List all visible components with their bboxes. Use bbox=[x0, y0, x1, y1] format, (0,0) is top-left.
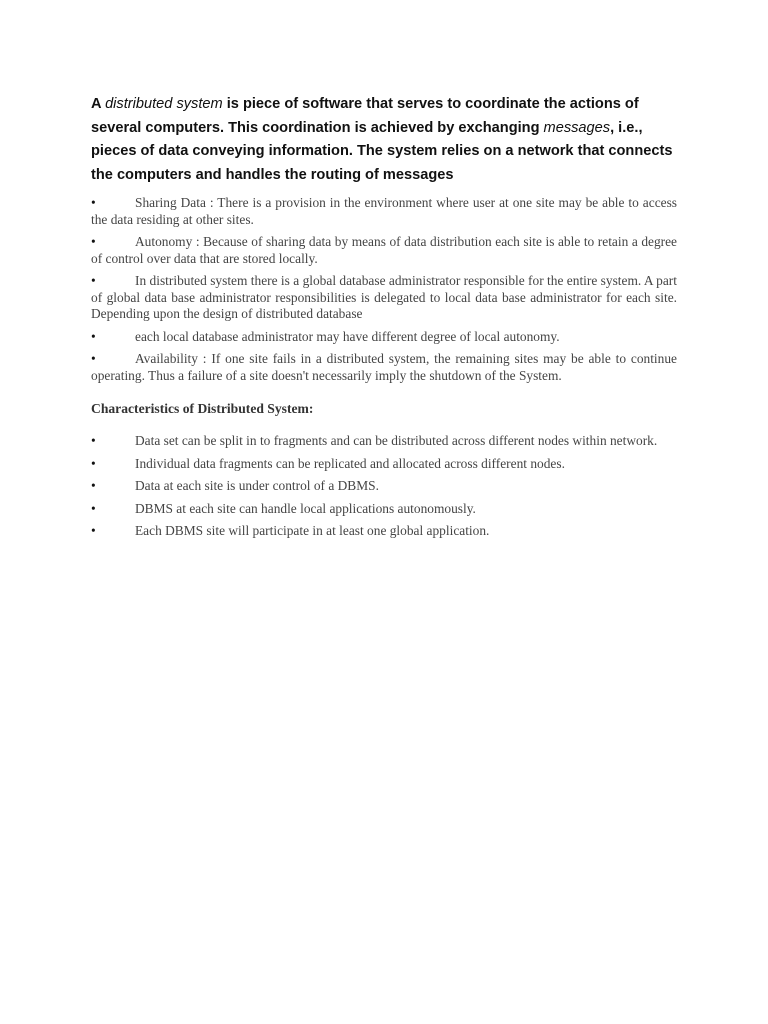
intro-paragraph bbox=[91, 93, 677, 187]
features-list bbox=[91, 195, 677, 384]
bullet-icon: • bbox=[91, 523, 96, 538]
intro-term-messages: messages bbox=[543, 119, 611, 136]
list-item bbox=[91, 234, 677, 267]
list-item bbox=[91, 523, 677, 540]
document-page bbox=[91, 93, 677, 546]
list-item bbox=[91, 456, 677, 473]
list-item bbox=[91, 478, 677, 495]
list-item bbox=[91, 501, 677, 518]
list-item bbox=[91, 329, 677, 346]
section-heading: Characteristics of Distributed System: bbox=[91, 401, 314, 416]
bullet-icon: • bbox=[91, 500, 96, 516]
list-item-text: each local database administrator may have different degree of local autonomy. bbox=[135, 328, 560, 344]
list-item-text: DBMS at each site can handle local applications autonomously. bbox=[135, 500, 476, 516]
intro-term-distributed-system: distributed system bbox=[105, 96, 223, 112]
list-item-text: In distributed system there is a global database administrator responsible for the entire system. A part of global data base administrator responsibilities is delegated to local data base administrator for each site. Depending upon the design of distributed database bbox=[91, 273, 677, 321]
list-item-text: Data set can be split in to fragments and can be distributed across different nodes within network. bbox=[135, 433, 658, 448]
list-item-text: Each DBMS site will participate in at least one global application. bbox=[135, 523, 490, 538]
list-item-text: Sharing Data : There is a provision in the environment where user at one site may be able to access the data residing at other sites. bbox=[91, 195, 677, 227]
list-item bbox=[91, 351, 677, 384]
list-item bbox=[91, 273, 677, 323]
bullet-icon: • bbox=[91, 351, 96, 366]
bullet-icon: • bbox=[91, 234, 96, 249]
list-item-text: Availability : If one site fails in a distributed system, the remaining sites may be able to continue operating. Thus a failure of a site doesn't necessarily imply the shutdown of the System. bbox=[91, 351, 677, 383]
bullet-icon: • bbox=[91, 273, 96, 288]
intro-text-3: , i.e., pieces of data conveying information. The system relies on a network that connects the computers and handles the routing of messages bbox=[91, 119, 673, 183]
list-item-text: Individual data fragments can be replicated and allocated across different nodes. bbox=[135, 455, 565, 471]
bullet-icon: • bbox=[91, 455, 96, 471]
list-item-text: Autonomy : Because of sharing data by means of data distribution each site is able to retain a degree of control over data that are stored locally. bbox=[91, 234, 677, 266]
list-item-text: Data at each site is under control of a DBMS. bbox=[135, 478, 379, 493]
characteristics-list bbox=[91, 433, 677, 540]
bullet-icon: • bbox=[91, 433, 96, 448]
bullet-icon: • bbox=[91, 328, 96, 344]
list-item bbox=[91, 195, 677, 228]
list-item bbox=[91, 433, 677, 450]
bullet-icon: • bbox=[91, 195, 96, 210]
intro-text-1: A bbox=[91, 96, 106, 112]
intro-text-2: is piece of software that serves to coordinate the actions of several computers. This coordination is achieved by exchanging bbox=[91, 96, 639, 136]
bullet-icon: • bbox=[91, 478, 96, 493]
